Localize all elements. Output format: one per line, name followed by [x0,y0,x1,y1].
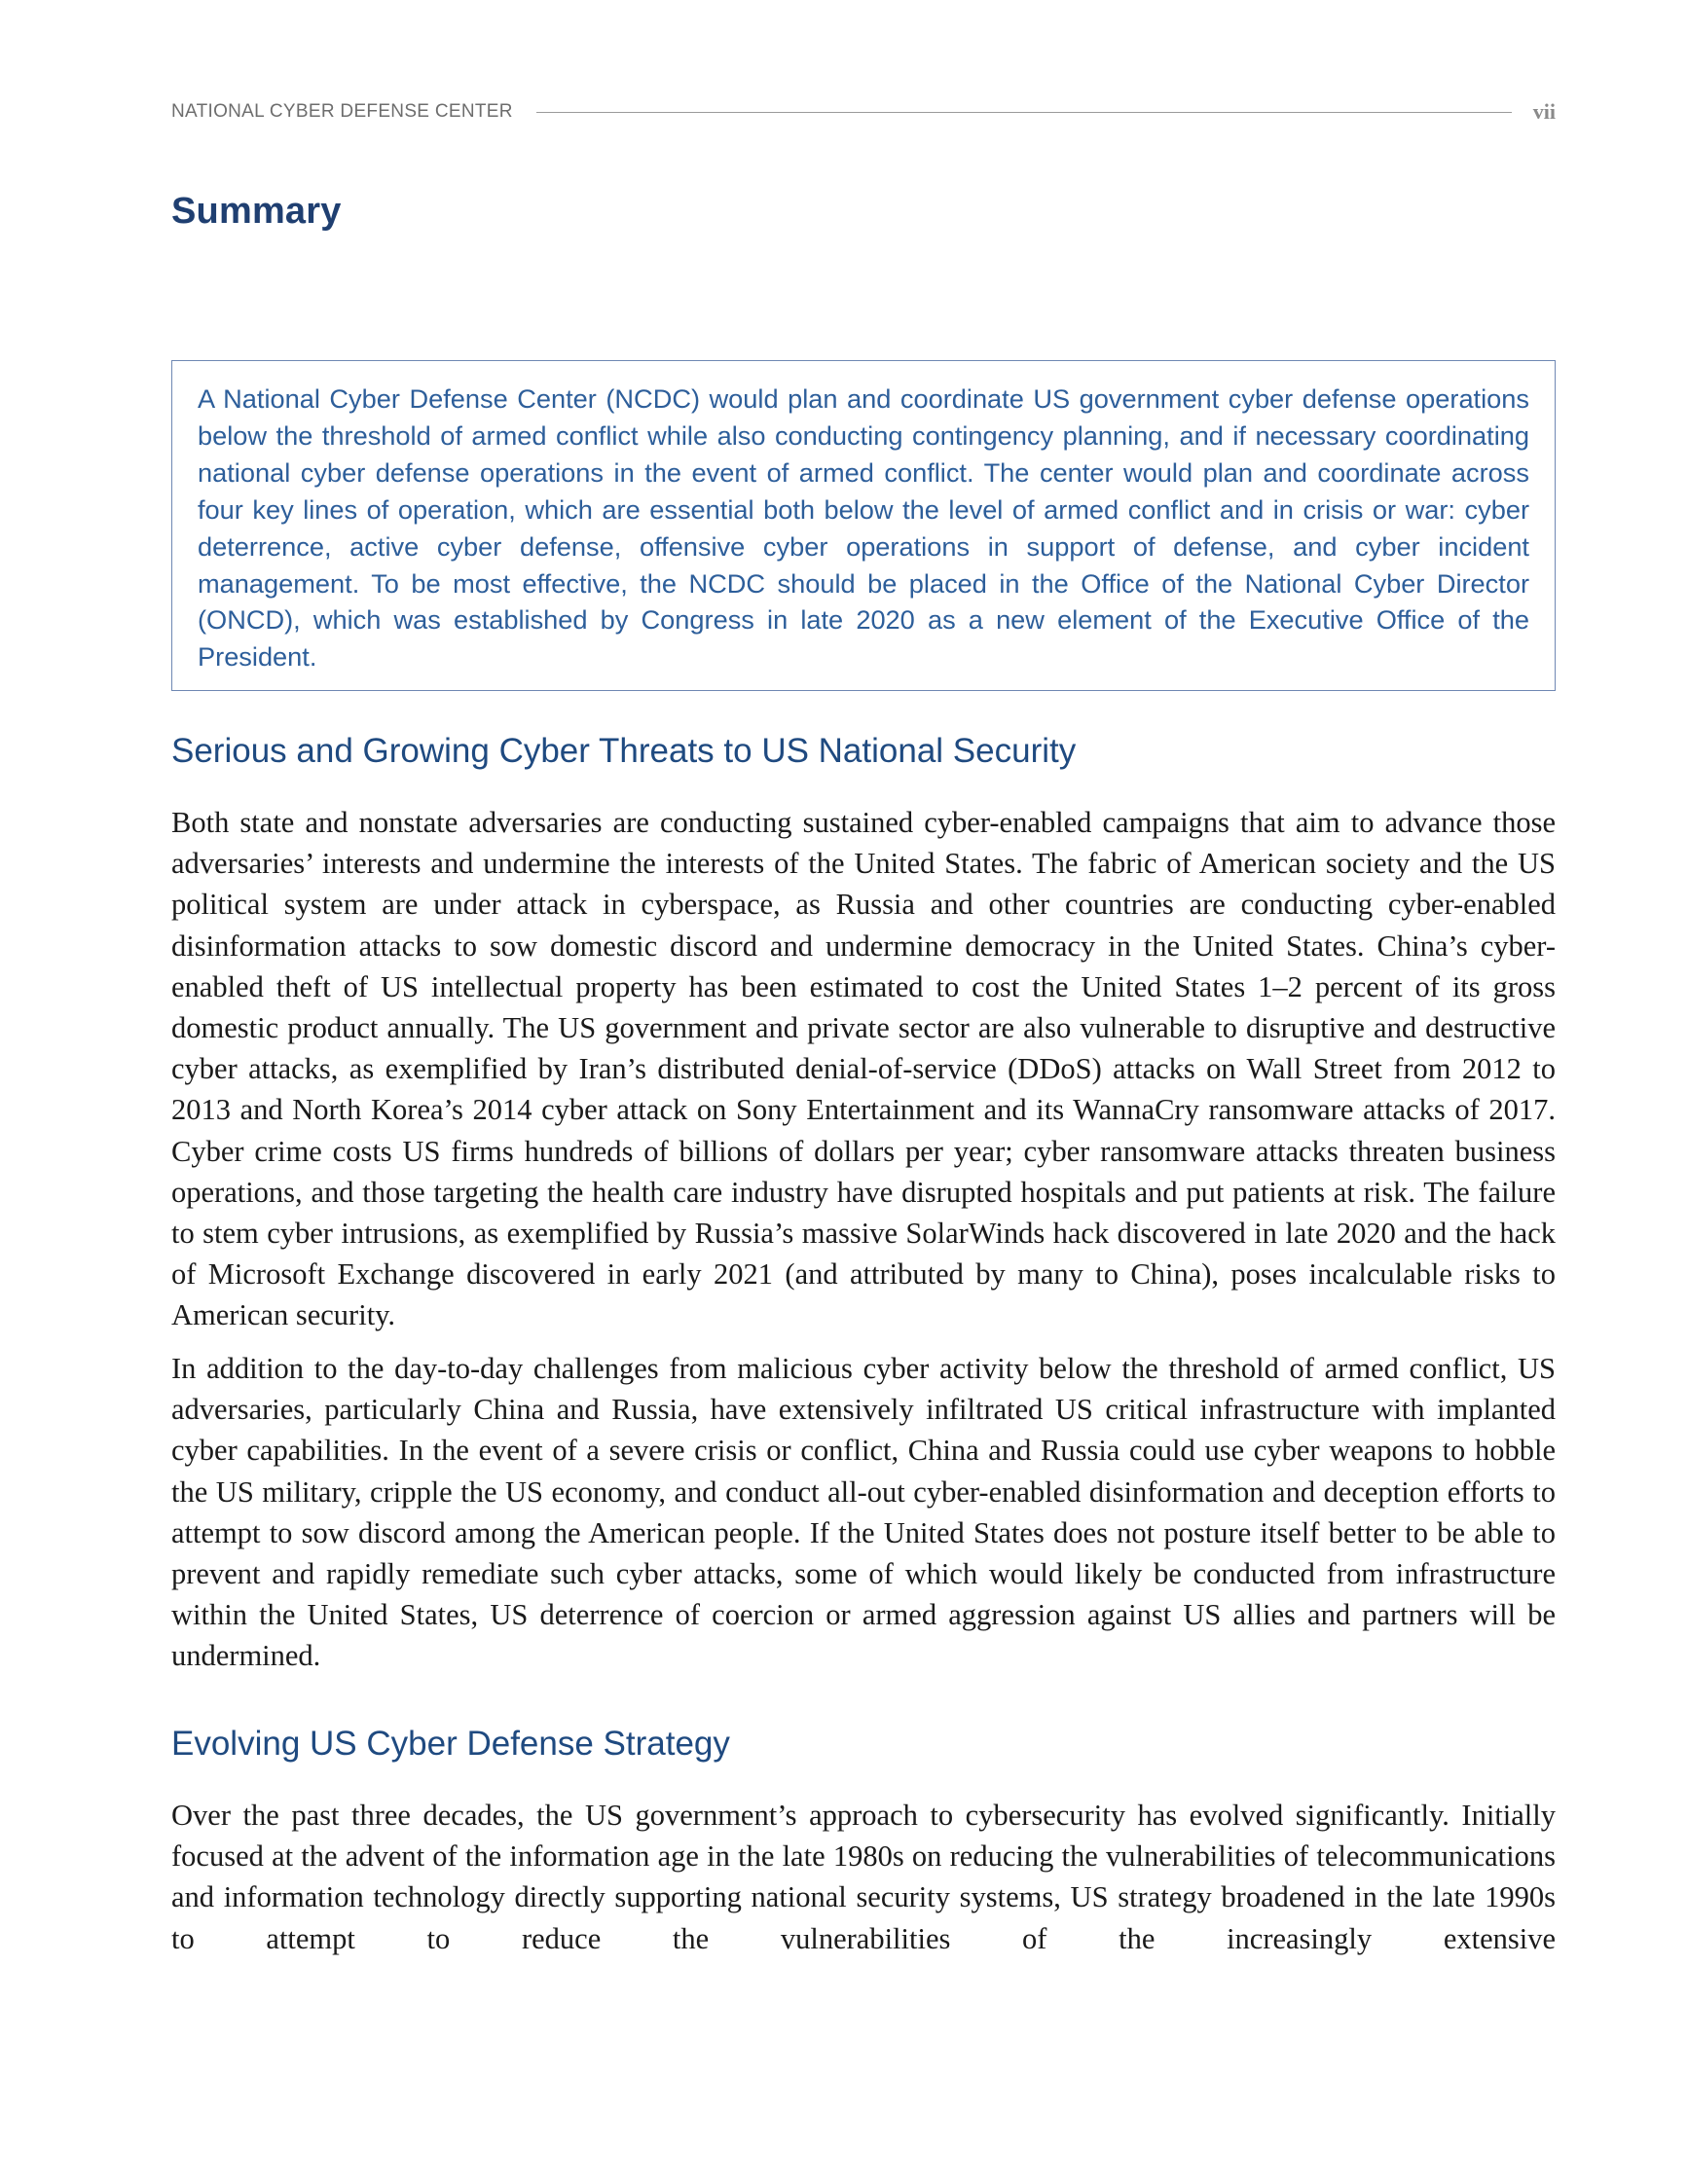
page-number: vii [1532,99,1556,124]
running-header [171,97,1556,127]
threats-paragraph-2: In addition to the day-to-day challenges from malicious cyber activity below the threshold of armed conflict, US adversaries, particularly China and Russia, have extensively infiltrated US critical infrastructure with implanted cyber capabilities. In the event of a severe crisis or conflict, China and Russia could use cyber weapons to hobble the US military, cripple the US economy, and conduct all-out cyber-enabled disinformation and deception efforts to attempt to sow discord among the American people. If the United States does not posture itself better to be able to prevent and rapidly remediate such cyber attacks, some of which would likely be conducted from infrastructure within the United States, US deterrence of coercion or armed aggression against US allies and partners will be undermined. [171,1352,1556,1673]
section-heading-threats: Serious and Growing Cyber Threats to US National Security [171,732,1077,770]
threats-paragraph-1: Both state and nonstate adversaries are conducting sustained cyber-enabled campaigns that aim to advance those adversaries’ interests and undermine the interests of the United States. The fabric of American society and the US political system are under attack in cyberspace, as Russia and other countries are conducting cyber-enabled disinformation attacks to sow domestic discord and undermine democracy in the United States. China’s cyber-enabled theft of US intellectual property has been estimated to cost the United States 1–2 percent of its gross domestic product annually. The US government and private sector are also vulnerable to disruptive and destructive cyber attacks, as exemplified by Iran’s distributed denial-of-service (DDoS) attacks on Wall Street from 2012 to 2013 and North Korea’s 2014 cyber attack on Sony Entertainment and its WannaCry ransomware attacks of 2017. Cyber crime costs US firms hundreds of billions of dollars per year; cyber ransomware attacks threaten business operations, and those targeting the health care industry have disrupted hospitals and put patients at risk. The failure to stem cyber intrusions, as exemplified by Russia’s massive SolarWinds hack discovered in late 2020 and the hack of Microsoft Exchange discovered in early 2021 (and attributed by many to China), poses incalculable risks to American security. [171,806,1556,1332]
section-heading-strategy: Evolving US Cyber Defense Strategy [171,1725,730,1763]
strategy-paragraph-1: Over the past three decades, the US government’s approach to cybersecurity has evolved significantly. Initially focused at the advent of the information age in the late 1980s on reducing the vulnerabilities of telecommunications and information technology directly supporting national security systems, US strategy broadened in the late 1990s to attempt to reduce the vulnerabilities of the increasingly extensive [171,1799,1556,1955]
page-title: Summary [171,191,342,232]
summary-box-text: A National Cyber Defense Center (NCDC) would plan and coordinate US government cyber defense operations below the threshold of armed conflict while also conducting contingency planning, and if necessary coordinating national cyber defense operations in the event of armed conflict. The center would plan and coordinate across four key lines of operation, which are essential both below the level of armed conflict and in crisis or war: cyber deterrence, active cyber defense, offensive cyber operations in support of defense, and cyber incident management. To be most effective, the NCDC should be placed in the Office of the National Cyber Director (ONCD), which was established by Congress in late 2020 as a new element of the Executive Office of the President. [198,383,1529,673]
header-divider [536,112,1512,113]
running-header-title: NATIONAL CYBER DEFENSE CENTER [171,101,513,122]
summary-callout-box [171,360,1556,691]
document-page [171,0,1556,2184]
